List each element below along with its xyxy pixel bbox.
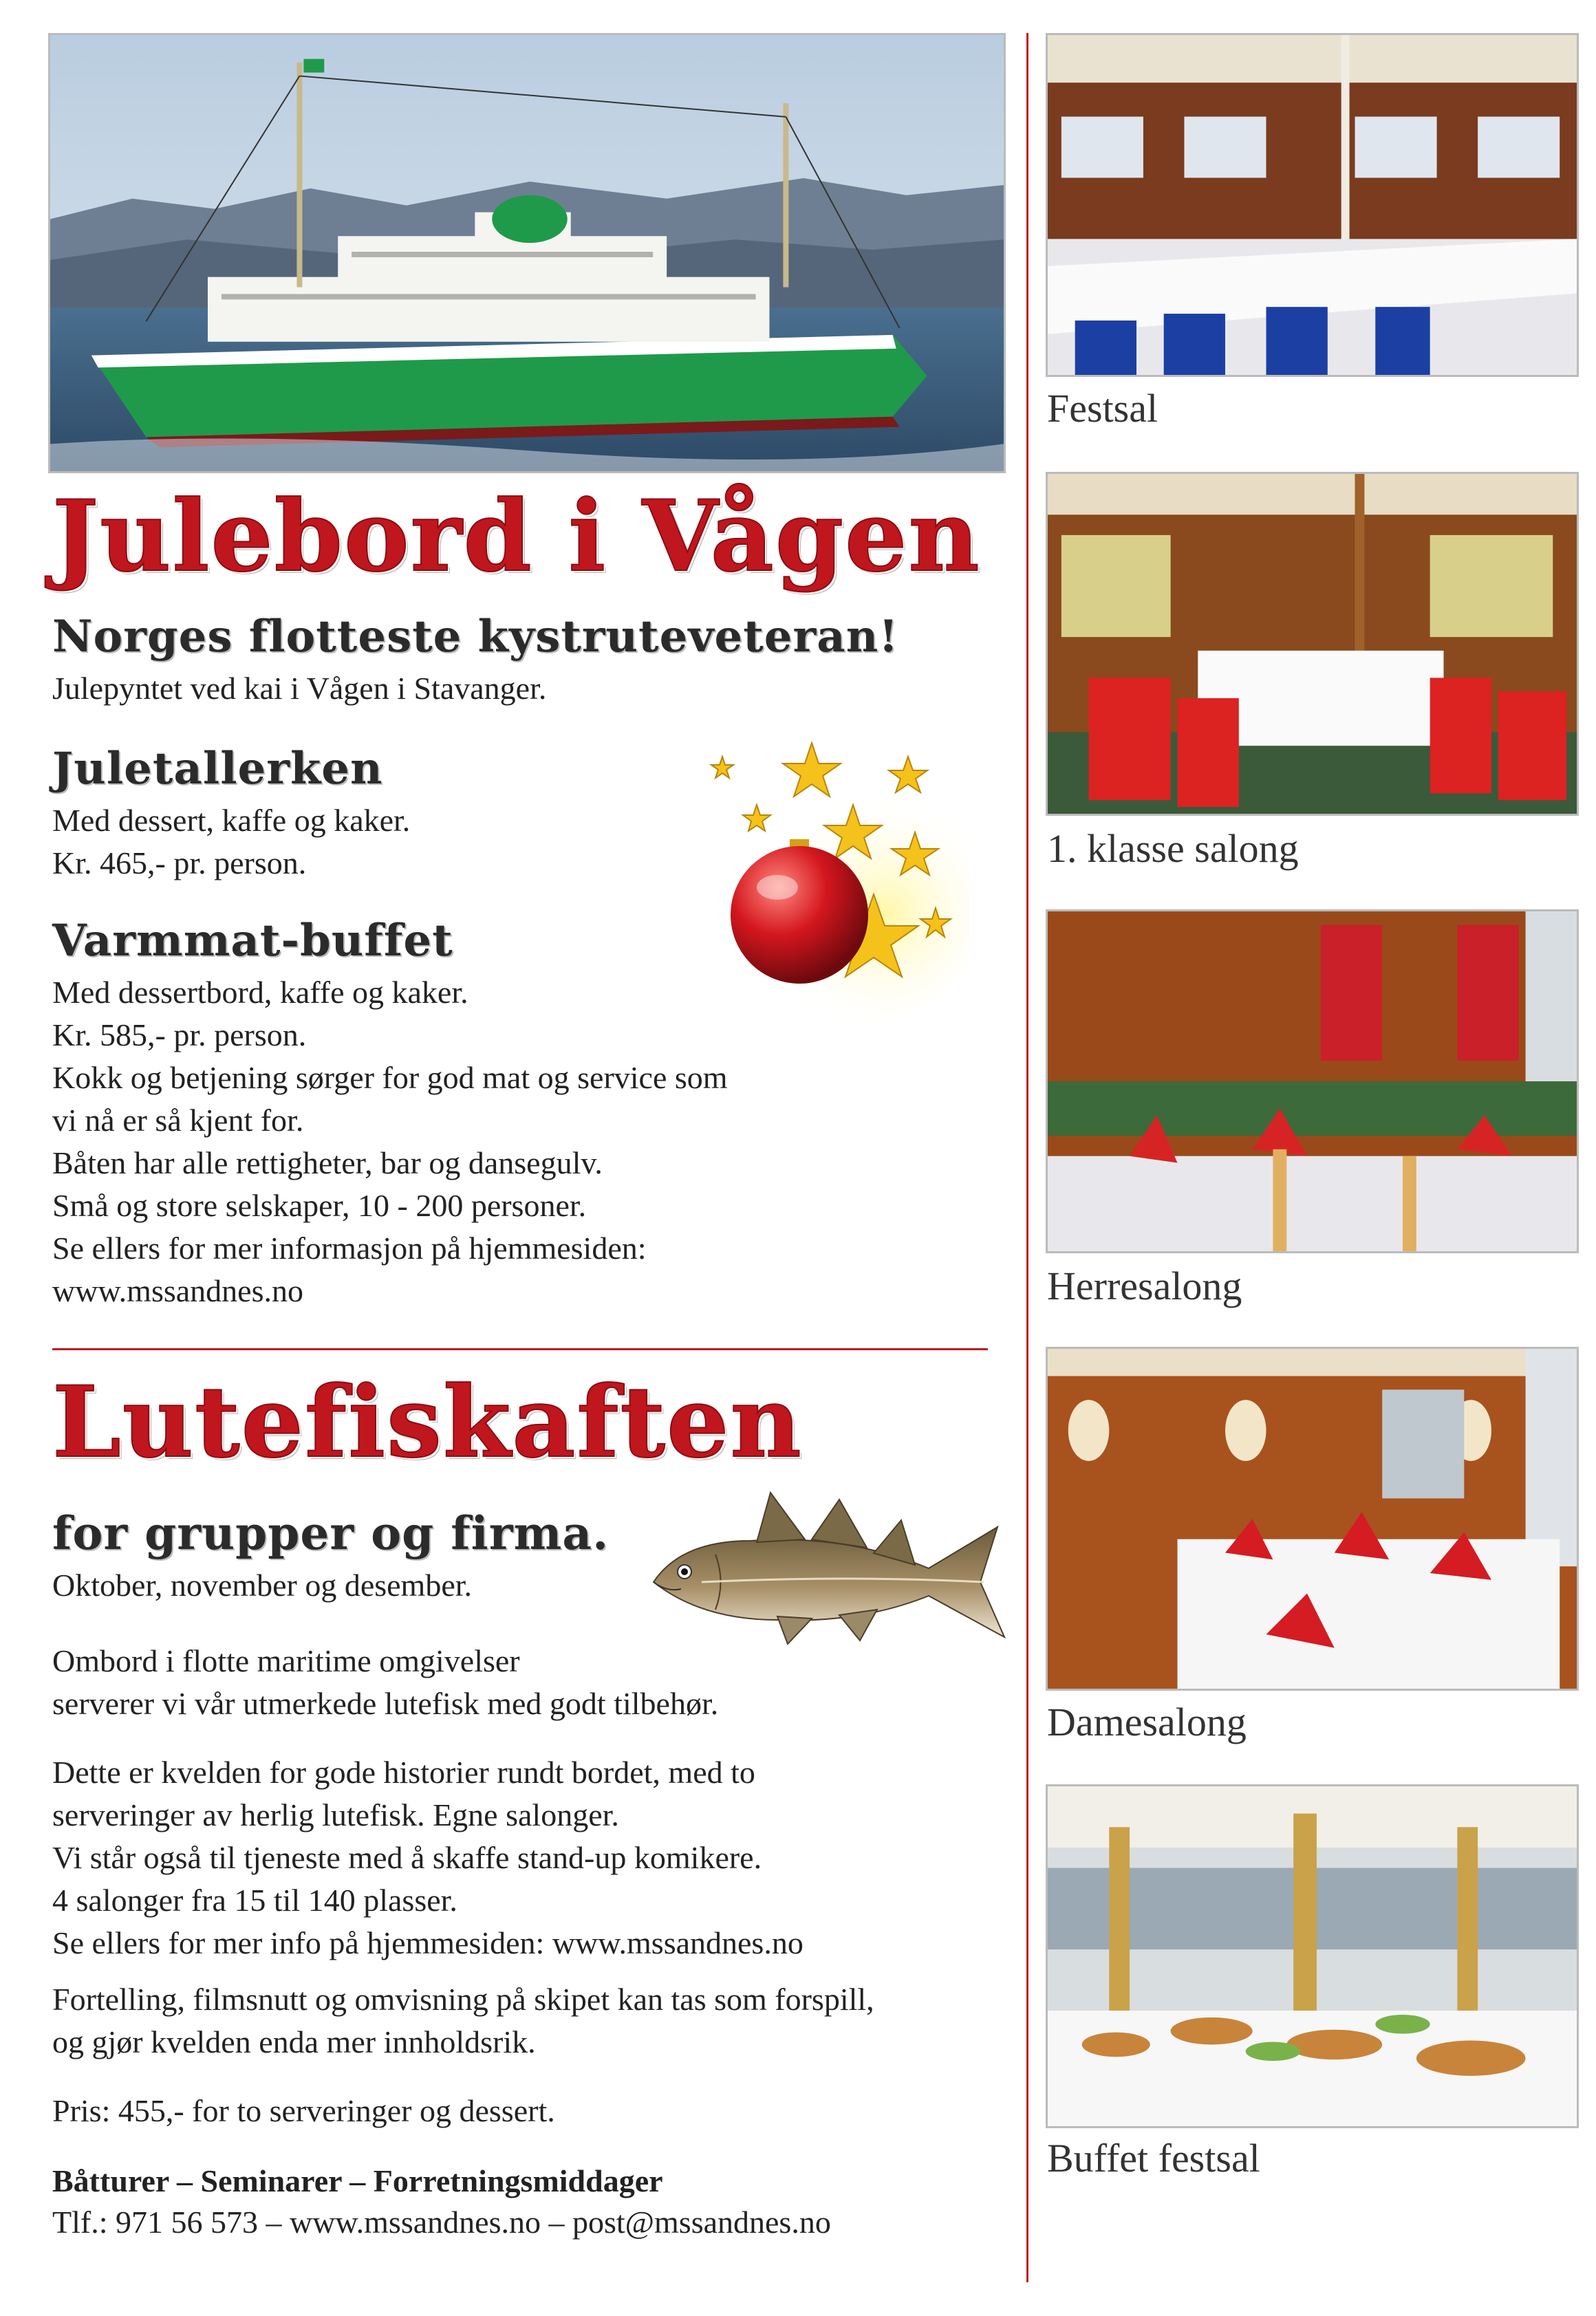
lutefisk-line: Fortelling, filmsnutt og omvisning på skipet kan tas som forspill, — [52, 1982, 874, 2017]
gallery-caption: Herresalong — [1047, 1264, 1242, 1308]
gallery-caption: Buffet festsal — [1047, 2136, 1260, 2180]
section-divider — [52, 1348, 988, 1350]
buffet-line: Kr. 585,- pr. person. — [52, 1017, 307, 1052]
buffet-line: Små og store selskaper, 10 - 200 personer. — [52, 1188, 587, 1223]
juletallerken-text — [52, 799, 410, 885]
lutefisk-price: Pris: 455,- for to serveringer og dessert. — [52, 2093, 555, 2128]
lutefisk-para3 — [52, 1978, 874, 2064]
gallery-photo-herresalong — [1046, 909, 1579, 1253]
juletallerken-line: Med dessert, kaffe og kaker. — [52, 803, 411, 838]
lutefisk-line: 4 salonger fra 15 til 140 plasser. — [52, 1883, 457, 1918]
lutefisk-para1 — [52, 1640, 718, 1725]
lutefisk-subtitle: for grupper og firma. — [52, 1506, 610, 1560]
lutefisk-period: Oktober, november og desember. — [52, 1568, 473, 1603]
gallery-photo-festsal — [1046, 33, 1579, 377]
julebord-subtitle-text: Julepyntet ved kai i Vågen i Stavanger. — [52, 671, 547, 706]
lutefisk-line: Dette er kvelden for gode historier rundt bordet, med to — [52, 1755, 755, 1790]
column-divider — [1026, 33, 1028, 2282]
footer-services: Båtturer – Seminarer – Forretningsmiddager — [52, 2163, 663, 2198]
gallery-photo-klasse-salong — [1046, 472, 1579, 816]
buffet-text — [52, 971, 728, 1312]
lutefisk-line: og gjør kvelden enda mer innholdsrik. — [52, 2024, 536, 2059]
buffet-line: Kokk og betjening sørger for god mat og service som — [52, 1060, 728, 1095]
cod-fish-illustration — [640, 1479, 1011, 1651]
gallery-photo-damesalong — [1046, 1347, 1579, 1691]
lutefisk-para2 — [52, 1751, 804, 1965]
lutefisk-line: Se ellers for mer info på hjemmesiden: www.mssandnes.no — [52, 1925, 804, 1960]
lutefisk-line: Vi står også til tjeneste med å skaffe stand-up komikere. — [52, 1840, 762, 1875]
lutefisk-line: serverer vi vår utmerkede lutefisk med godt tilbehør. — [52, 1686, 719, 1721]
buffet-line: www.mssandnes.no — [52, 1273, 303, 1308]
footer-contact: Tlf.: 971 56 573 – www.mssandnes.no – post@mssandnes.no — [52, 2205, 831, 2240]
lutefisk-title: Lutefiskaften — [52, 1365, 803, 1480]
buffet-line: Båten har alle rettigheter, bar og dansegulv. — [52, 1145, 603, 1180]
gallery-caption: Festsal — [1047, 386, 1158, 431]
gallery-photo-buffet-festsal — [1046, 1784, 1579, 2128]
ship-photo — [48, 33, 1006, 473]
lutefisk-line: Ombord i flotte maritime omgivelser — [52, 1643, 520, 1678]
christmas-ornament-illustration — [709, 715, 970, 1032]
juletallerken-line: Kr. 465,- pr. person. — [52, 845, 307, 880]
lutefisk-line: serveringer av herlig lutefisk. Egne salonger. — [52, 1797, 619, 1832]
juletallerken-heading: Juletallerken — [52, 743, 383, 794]
julebord-subtitle: Norges flotteste kystruteveteran! — [52, 611, 899, 662]
gallery-caption: 1. klasse salong — [1047, 826, 1299, 871]
buffet-heading: Varmmat-buffet — [52, 915, 453, 966]
buffet-line: vi nå er så kjent for. — [52, 1103, 304, 1138]
julebord-title: Julebord i Vågen — [52, 479, 981, 594]
buffet-line: Se ellers for mer informasjon på hjemmesiden: — [52, 1231, 647, 1266]
buffet-line: Med dessertbord, kaffe og kaker. — [52, 975, 468, 1010]
gallery-caption: Damesalong — [1047, 1700, 1247, 1744]
